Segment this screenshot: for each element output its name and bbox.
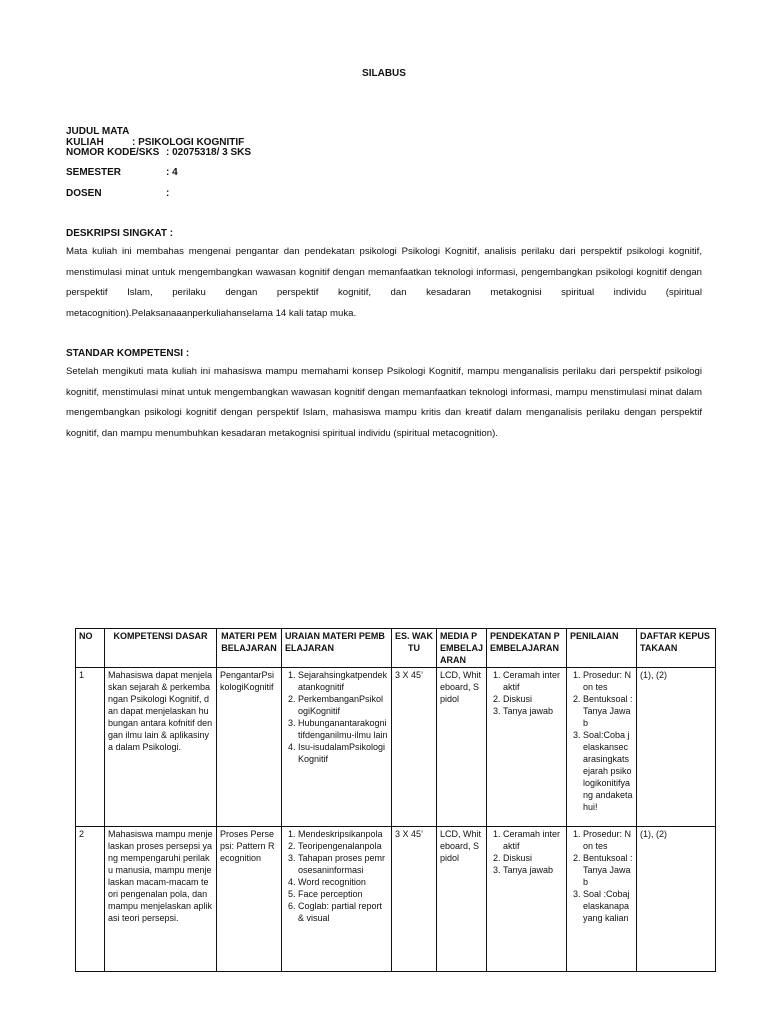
list-item: 4. Isu-isudalamPsikologiKognitif	[298, 741, 388, 765]
list-item: 3. Tanya jawab	[503, 705, 563, 717]
cell-waktu: 3 X 45’	[392, 827, 437, 972]
list-item: 3. Tahapan proses pemrosesaninformasi	[298, 852, 388, 876]
header-media: MEDIA PEMBELAJARAN	[437, 629, 487, 668]
meta-kode-value: : 02075318/ 3 SKS	[166, 147, 252, 158]
list-item: 1. Prosedur: Non tes	[583, 828, 633, 852]
meta-semester-key: SEMESTER	[66, 167, 122, 178]
list-item: 2. Diskusi	[503, 852, 563, 864]
silabus-table	[75, 628, 716, 972]
meta-semester-value: : 4	[166, 167, 178, 178]
cell-no: 1	[76, 668, 105, 827]
meta-dosen-value: :	[166, 188, 170, 199]
cell-pendekatan	[487, 827, 567, 972]
header-pustaka: DAFTAR KEPUSTAKAAN	[637, 629, 716, 668]
cell-kompetensi: Mahasiswa mampu menjelaskan proses persepsi yang mempengaruhi perilaku manusia, mampu menjelaskan macam-macam teori pengenalan pola, dan mampu menjelaskan aplikasi teori persepsi.	[105, 827, 217, 972]
list-item: 4. Word recognition	[298, 876, 388, 888]
cell-materi: PengantarPsikologiKognitif	[217, 668, 282, 827]
cell-pustaka: (1), (2)	[637, 827, 716, 972]
list-item: 3. Tanya jawab	[503, 864, 563, 876]
header-no: NO	[76, 629, 105, 668]
list-item: 1. Sejarahsingkatpendekatankognitif	[298, 669, 388, 693]
list-item: 2. PerkembanganPsikologiKognitif	[298, 693, 388, 717]
cell-materi: Proses Persepsi: Pattern Recognition	[217, 827, 282, 972]
list-item: 3. Soal :Cobajelaskanapa yang kalian	[583, 888, 633, 924]
deskripsi-text: Mata kuliah ini membahas mengenai pengantar dan pendekatan psikologi Psikologi Kognitif, analisis perilaku dari perspektif psikologi kognitif, menstimulasi minat untuk mengembangkan wawasan kognitif dengan memanfaatkan teknologi informasi, pengembangkan psikologi kognitif dengan perspektif Islam, perilaku dengan perspektif kognitif, dan kesadaran metakognisi spiritual individu (spiritual metacognition).Pelaksanaaanperkuliahanselama 14 kali tatap muka.	[66, 246, 702, 319]
header-uraian: URAIAN MATERI PEMBELAJARAN	[282, 629, 392, 668]
meta-kode-key: NOMOR KODE/SKS	[66, 147, 160, 158]
cell-pustaka: (1), (2)	[637, 668, 716, 827]
list-item: 2. Bentuksoal : Tanya Jawab	[583, 693, 633, 729]
cell-waktu: 3 X 45’	[392, 668, 437, 827]
list-item: 1. Ceramah interaktif	[503, 669, 563, 693]
list-item: 2. Bentuksoal : Tanya Jawab	[583, 852, 633, 888]
list-item: 3. Soal:Coba jelaskansecarasingkatsejarah psikologikonitifyang andaketahui!	[583, 729, 633, 813]
meta-judul-key: JUDUL MATA KULIAH	[66, 126, 129, 148]
cell-penilaian	[567, 827, 637, 972]
standar-heading: STANDAR KOMPETENSI :	[66, 348, 190, 359]
list-item: 5. Face perception	[298, 888, 388, 900]
cell-kompetensi: Mahasiswa dapat menjelaskan sejarah & perkembangan Psikologi Kognitif, dan dapat menjelaskan hubungan antara kofnitif dengan ilmu lain & aplikasinya dalam Psikologi.	[105, 668, 217, 827]
header-materi: MATERI PEMBELAJARAN	[217, 629, 282, 668]
table-row	[76, 827, 716, 972]
header-kompetensi: KOMPETENSI DASAR	[105, 629, 217, 668]
page-title: SILABUS	[362, 68, 406, 79]
header-pendekatan: PENDEKATAN PEMBELAJARAN	[487, 629, 567, 668]
cell-pendekatan	[487, 668, 567, 827]
cell-uraian	[282, 827, 392, 972]
list-item: 1. Prosedur: Non tes	[583, 669, 633, 693]
meta-kode	[66, 147, 251, 158]
table-row	[76, 668, 716, 827]
cell-media: LCD, Whiteboard, Spidol	[437, 668, 487, 827]
list-item: 2. Teoripengenalanpola	[298, 840, 388, 852]
cell-penilaian	[567, 668, 637, 827]
meta-dosen-key: DOSEN	[66, 188, 102, 199]
header-waktu: ES. WAKTU	[392, 629, 437, 668]
list-item: 3. Hubunganantarakognitifdenganilmu-ilmu lain	[298, 717, 388, 741]
standar-text: Setelah mengikuti mata kuliah ini mahasiswa mampu memahami konsep Psikologi Kognitif, mampu menganalisis perilaku dari perspektif psikologi kognitif, menstimulasi minat untuk mengembangkan wawasan kognitif dengan memanfaatkan teknologi informasi, mampu menstimulasi minat dalam mengembangkan psikologi kognitif dengan perspektif Islam, mahasiswa mampu kritis dan kreatif dalam menganalisis perilaku dengan perspektif kognitif, dan mampu menumbuhkan kesadaran metakognisi spiritual individu (spiritual metacognition).	[66, 366, 702, 439]
table-header-row	[76, 629, 716, 668]
list-item: 2. Diskusi	[503, 693, 563, 705]
header-penilaian: PENILAIAN	[567, 629, 637, 668]
cell-uraian	[282, 668, 392, 827]
meta-dosen	[66, 188, 169, 199]
meta-semester	[66, 167, 178, 178]
deskripsi-heading: DESKRIPSI SINGKAT :	[66, 228, 174, 239]
cell-no: 2	[76, 827, 105, 972]
meta-judul	[66, 126, 244, 148]
cell-media: LCD, Whiteboard, Spidol	[437, 827, 487, 972]
meta-judul-value: : PSIKOLOGI KOGNITIF	[132, 137, 245, 148]
list-item: 1. Ceramah interaktif	[503, 828, 563, 852]
list-item: 1. Mendeskripsikanpola	[298, 828, 388, 840]
list-item: 6. Coglab: partial report & visual	[298, 900, 388, 924]
